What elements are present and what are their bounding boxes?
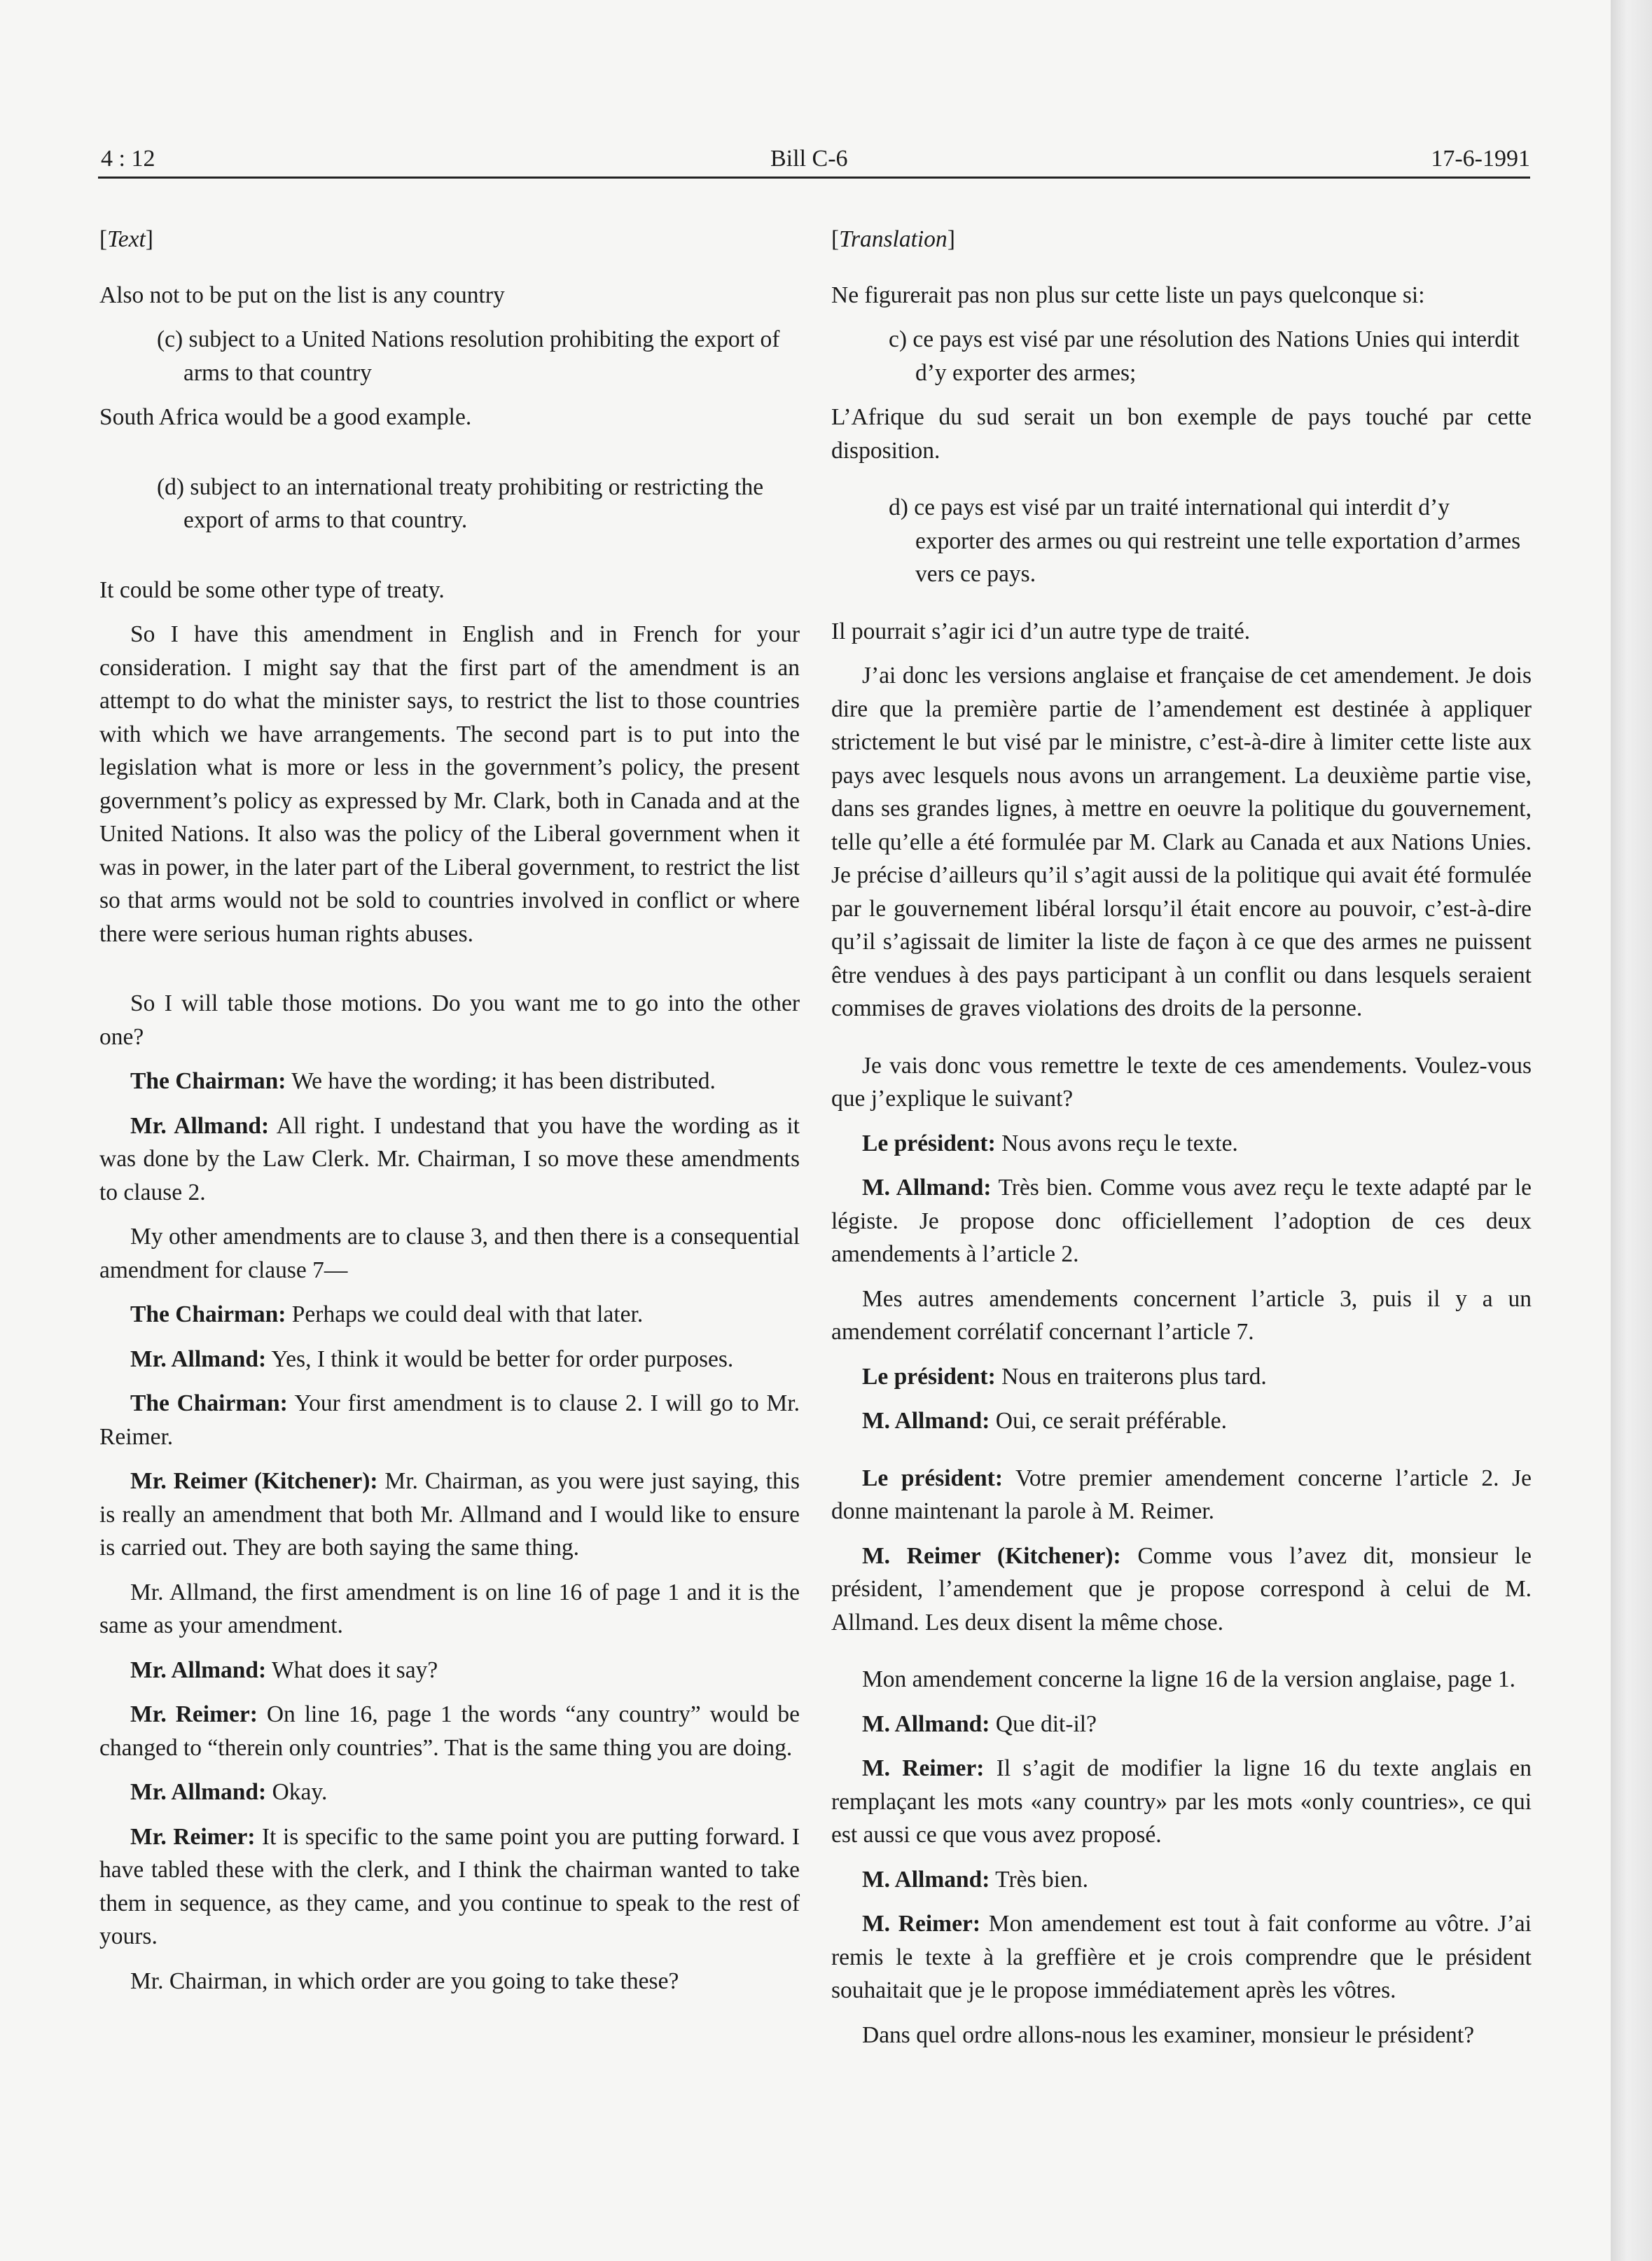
- paragraph: L’Afrique du sud serait un bon exemple de pays touché par cette disposition.: [831, 404, 1532, 464]
- english-column: [99, 223, 800, 2009]
- speaker-name: Mr. Allmand:: [130, 1346, 267, 1372]
- list-item-d: d) ce pays est visé par un traité international qui interdit d’y exporter des armes ou qui restreint une telle exportation d’armes vers ce pays.: [889, 495, 1521, 587]
- dialogue-line: The Chairman: We have the wording; it has been distributed.: [130, 1068, 716, 1094]
- speaker-name: Mr. Allmand:: [130, 1112, 270, 1139]
- dialogue-line: Mr. Allmand, the first amendment is on line 16 of page 1 and it is the same as your amendment.: [99, 1579, 800, 1638]
- speaker-name: Mr. Allmand:: [130, 1779, 267, 1805]
- paragraph: Ne figurerait pas non plus sur cette liste un pays quelconque si:: [831, 282, 1425, 308]
- dialogue-line: M. Allmand: Très bien. Comme vous avez reçu le texte adapté par le légiste. Je propose donc officiellement l’adoption de ces deux amendements à l’article 2.: [831, 1175, 1532, 1267]
- list-item-c: (c) subject to a United Nations resolution prohibiting the export of arms to that country: [157, 326, 780, 386]
- paragraph: Je vais donc vous remettre le texte de ces amendements. Voulez-vous que j’explique le suivant?: [831, 1052, 1532, 1112]
- dialogue-line: M. Allmand: Oui, ce serait préférable.: [862, 1408, 1227, 1434]
- dialogue-line: Mr. Allmand: What does it say?: [130, 1657, 438, 1683]
- dialogue-line: M. Reimer: Il s’agit de modifier la ligne 16 du texte anglais en remplaçant les mots «any country» par les mots «only countries», ce qui est aussi ce que vous avez proposé.: [831, 1755, 1532, 1848]
- dialogue-line: Mr. Allmand: Okay.: [130, 1779, 328, 1805]
- bill-title: Bill C-6: [770, 146, 848, 172]
- dialogue-line: Mr. Allmand: Yes, I think it would be better for order purposes.: [130, 1346, 734, 1372]
- dialogue-line: Mr. Reimer (Kitchener): Mr. Chairman, as you were just saying, this is really an amendment that both Mr. Allmand and I would like to ensure is carried out. They are both saying the same thing.: [99, 1468, 800, 1561]
- dialogue-line: Mes autres amendements concernent l’article 3, puis il y a un amendement corrélatif concernant l’article 7.: [831, 1285, 1532, 1345]
- speaker-name: M. Allmand:: [862, 1710, 990, 1737]
- paragraph: South Africa would be a good example.: [99, 404, 472, 430]
- dialogue-line: The Chairman: Your first amendment is to clause 2. I will go to Mr. Reimer.: [99, 1390, 800, 1450]
- column-label: [Text]: [99, 226, 153, 252]
- dialogue-line: Le président: Nous en traiterons plus tard.: [862, 1363, 1267, 1390]
- dialogue-line: The Chairman: Perhaps we could deal with that later.: [130, 1301, 644, 1327]
- dialogue-line: M. Reimer (Kitchener): Comme vous l’avez dit, monsieur le président, l’amendement que je propose correspond à celui de M. Allmand. Les deux disent la même chose.: [831, 1542, 1532, 1636]
- speaker-name: M. Allmand:: [862, 1175, 992, 1201]
- dialogue-line: Mr. Reimer: It is specific to the same point you are putting forward. I have tabled these with the clerk, and I think the chairman wanted to take them in sequence, as they came, and you continue to speak to the rest of yours.: [99, 1823, 800, 1949]
- dialogue-line: M. Allmand: Très bien.: [862, 1866, 1088, 1893]
- paragraph: So I have this amendment in English and in French for your consideration. I might say that the first part of the amendment is an attempt to do what the minister says, to restrict the list to those countries with which we have arrangements. The second part is to put into the legislation what is more or less in the government’s policy, the present government’s policy as expressed by Mr. Clark, both in Canada and at the United Nations. It also was the policy of the Liberal government when it was in power, in the later part of the Liberal government, to restrict the list so that arms would not be sold to countries involved in conflict or where there were serious human rights abuses.: [99, 621, 800, 947]
- paragraph: Il pourrait s’agir ici d’un autre type de traité.: [831, 618, 1251, 644]
- speaker-name: Mr. Reimer:: [130, 1823, 256, 1850]
- speaker-name: M. Reimer:: [862, 1911, 980, 1937]
- dialogue-line: M. Reimer: Mon amendement est tout à fait conforme au vôtre. J’ai remis le texte à la greffière et je crois comprendre que le président souhaitait que je le propose immédiatement après les vôtres.: [831, 1911, 1532, 2003]
- page-header: [98, 140, 1530, 175]
- paragraph: Also not to be put on the list is any country: [99, 282, 505, 308]
- speaker-name: M. Reimer:: [862, 1755, 985, 1781]
- dialogue-line: Mr. Allmand: All right. I undestand that you have the wording as it was done by the Law Clerk. Mr. Chairman, I so move these amendments to clause 2.: [99, 1112, 800, 1205]
- column-label: [Translation]: [831, 226, 955, 252]
- speaker-name: The Chairman:: [130, 1390, 288, 1416]
- speaker-name: The Chairman:: [130, 1301, 286, 1327]
- speaker-name: M. Allmand:: [862, 1408, 990, 1434]
- speaker-name: The Chairman:: [130, 1068, 286, 1094]
- page-number: 4 : 12: [101, 146, 155, 172]
- speaker-name: Mr. Allmand:: [130, 1657, 267, 1683]
- paragraph: J’ai donc les versions anglaise et française de cet amendement. Je dois dire que la première partie de l’amendement est destinée à appliquer strictement le but visé par le ministre, c’est-à-dire à limiter cette liste aux pays avec lesquels nous avons un arrangement. La deuxième partie vise, dans ses grandes lignes, à mettre en oeuvre la politique du gouvernement, telle qu’elle a été formulée par M. Clark au Canada et aux Nations Unies. Je précise d’ailleurs qu’il s’agit aussi de la politique qui avait été formulée par le gouvernement libéral lorsqu’il était encore au pouvoir, c’est-à-dire qu’il s’agissait de limiter la liste de façon à ce que des armes ne puissent être vendues à des pays participant à un conflit ou dans lesquels seraient commises de graves violations des droits de la personne.: [831, 663, 1532, 1021]
- dialogue-line: Mr. Chairman, in which order are you going to take these?: [130, 1968, 679, 1994]
- speaker-name: M. Reimer (Kitchener):: [862, 1542, 1121, 1569]
- dialogue-line: Dans quel ordre allons-nous les examiner, monsieur le président?: [862, 2021, 1475, 2048]
- list-item-c: c) ce pays est visé par une résolution des Nations Unies qui interdit d’y exporter des armes;: [889, 326, 1520, 386]
- dialogue-line: Mr. Reimer: On line 16, page 1 the words “any country” would be changed to “therein only countries”. That is the same thing you are doing.: [99, 1701, 800, 1761]
- dialogue-line: M. Allmand: Que dit-il?: [862, 1710, 1097, 1737]
- header-rule: [98, 177, 1530, 179]
- speaker-name: M. Allmand:: [862, 1866, 990, 1893]
- speaker-name: Mr. Reimer:: [130, 1701, 258, 1727]
- french-column: [831, 223, 1532, 2063]
- speaker-name: Le président:: [862, 1130, 996, 1156]
- paragraph: So I will table those motions. Do you want me to go into the other one?: [99, 990, 800, 1050]
- speaker-name: Le président:: [862, 1465, 1003, 1491]
- dialogue-line: Mon amendement concerne la ligne 16 de la version anglaise, page 1.: [862, 1666, 1516, 1692]
- dialogue-line: My other amendments are to clause 3, and then there is a consequential amendment for clause 7—: [99, 1224, 800, 1283]
- speaker-name: Le président:: [862, 1363, 996, 1390]
- speaker-name: Mr. Reimer (Kitchener):: [130, 1468, 378, 1494]
- list-item-d: (d) subject to an international treaty prohibiting or restricting the export of arms to that country.: [157, 473, 764, 533]
- header-date: 17-6-1991: [1431, 146, 1530, 172]
- paragraph: It could be some other type of treaty.: [99, 576, 445, 603]
- dialogue-line: Le président: Votre premier amendement concerne l’article 2. Je donne maintenant la parole à M. Reimer.: [831, 1465, 1532, 1524]
- dialogue-line: Le président: Nous avons reçu le texte.: [862, 1130, 1238, 1156]
- page-edge: [1611, 0, 1652, 2261]
